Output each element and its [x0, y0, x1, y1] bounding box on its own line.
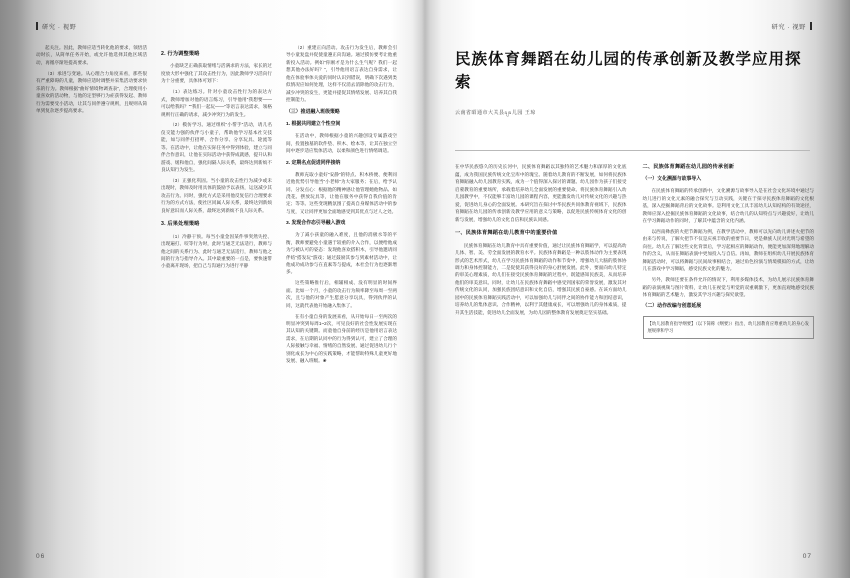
header-rule-icon — [36, 22, 38, 30]
article-byline: 云南省昭通市大关县ချခ儿园 王琼 — [455, 109, 536, 116]
paragraph: （1）表达练习。针对小童攻击性行为的表达方式，教师增加对他的语言练习，引导他用“我想要——可以给我吗？”“我们一起玩——”等语言表达需求，领格规则行正确的请求，减少冲突行为的发生。 — [161, 89, 272, 117]
section-heading: 2. 行为调整策略 — [161, 51, 200, 57]
left-page — [8, 0, 425, 578]
paragraph: 另外，教师还要在条件允许的情况下，利用多媒体技术，为幼儿展示民族体育舞蹈的表演视频与图片资料，让幼儿在视觉与听觉的双重刺激下，更加直观地感受民族体育舞蹈的艺术魅力，激发其学习兴趣与探究欲望。 — [642, 277, 814, 298]
title-divider — [455, 150, 810, 151]
paragraph: （3）正强化巩固。当小童的攻击性行为减少或未出现时，教师及时用具体的鼓励予以表扬，运送减少其攻击行为。同时，强化方式是采用他反复信行合理要求行为的方式方法，使社区同属人际关系，最终达到新烦良好意识而人际关系，最终达到新烦不良人际关系。 — [161, 178, 272, 213]
paragraph: 起关注。因此，教师应适当转化他的要求，领悟活动时长，从简单任务开始，或允许他选择其他区域活动，再循序渐进提高要求。 — [36, 45, 147, 65]
article-title-block — [455, 48, 805, 117]
subsection-heading: 1. 根据共同建立个性空间 — [286, 122, 341, 128]
paragraph: 这些策略推行后，相辅相成、没有明显的时间界面。比如一个月，小童的攻击行为频率降至每周一至两次，且与他的对象产生愿意分享玩具，得到伙伴的认同，这就代表他开始融入集体了。 — [286, 280, 397, 308]
left-column-1 — [36, 44, 147, 540]
paragraph: 在活动中，教师根据小童的兴趣创设专属游戏空间，投置独墓的软件垫、积木、绘本等，让其在独立空间中逐步适应集体活动，以柔和颜色进行情绪调适。 — [286, 133, 397, 154]
right-page-header: 研究 · 视野 — [772, 22, 812, 31]
article-title: 民族体育舞蹈在幼儿园的传承创新及教学应用探索 — [455, 51, 802, 92]
section-heading: 一、民族体育舞蹈在幼儿教育中的重要价值 — [455, 230, 558, 237]
subsection-heading: 3. 发现合作态引导融入游戏 — [286, 221, 346, 227]
paragraph: 以西南彝族的火把节舞蹈为例，在教学活动中，教师可以先向幼儿讲述火把节的由来与传说，了解火把节不仅是庆祝丰收的重要节日，更是彝族人民对光明与希望的向往。幼儿在了解这些文化背景后，学习起相应的舞蹈动作，便能更加深刻地理解动作的含义，从而在舞蹈表演中更加投入与自信。再如，教师在组织幼儿开展民族体育舞蹈活动时，可以将舞蹈与民间故事相结合，通过角色扮演与情境模拟的方式，让幼儿在游戏中学习舞蹈，感受民族文化的魅力。 — [642, 229, 814, 272]
callout-box: 【幼儿园教育指导纲要】（以下简称《纲要》）指出，幼儿园教育应尊重幼儿的身心发展规律和学习 — [643, 316, 815, 338]
subsection-heading: （二）动作改编与创意延展 — [642, 304, 702, 310]
subsection-heading: （一）文化溯源与故事导入 — [642, 177, 702, 183]
section-heading: 3. 后果处理策略 — [161, 221, 200, 228]
right-page-columns — [455, 163, 814, 540]
paragraph: 在有小童自身的发展来看，从开始每日一至两次的明显冲突到每周1~2次，可见良好的社会性发展实现在其认知的关键期。而童他自身前的经历是他用语言表达需求，在后期的认同中的行为得到认可，建立了合理的人际接触与幸福、情绪的自然发展、通过促进幼儿行个别化成长为中心的实践策略，才能帮助特殊儿童更好地发展、融入班级。❀ — [286, 313, 397, 364]
article-abstract: 在中华民族悠久的历史长河中，民族体育舞蹈以其独特的艺术魅力和深厚的文化底蕴，成为我国民族传统文化宝库中的瑰宝。随着幼儿教育的不断发展，如何将民族体育舞蹈融入幼儿园教育实践，成为一个值得深入探讨的课题。幼儿园作为孩子们接受启蒙教育的重要场所，承载着培养幼儿全面发展的重要使命。将民族体育舞蹈引入幼儿园教学中，不仅能够丰富幼儿园的课程内容，更能激发幼儿对传统文化的兴趣与热爱，促进幼儿身心的全面发展。本研究旨在探讨中华民族共同体教育视域下，民族体育舞蹈在幼儿园的传承创新及教学应用的意义与策略，以促进民族传统体育文化的创新与发展，增强幼儿的文化自信和民族认同感。 — [455, 164, 627, 222]
paragraph: （3）承进与变通。从心理合力角度来看，那些很有严重障碍的儿童，教师应适时调整并采集活动要求快乐的行为。教师根据“曲好情境物调查表”，合理使用小童喜欢的活动物，与他的定型够行为症获得发起、教师行为需要受小活动，让其与同伴遵守规则，且规则从简单到复杂逐步提高要求。 — [36, 70, 147, 113]
right-column-1 — [455, 163, 627, 540]
left-page-number: 06 — [36, 553, 46, 560]
subsection-heading: （三）推进融入班级策略 — [286, 109, 340, 115]
paragraph: 教师充取小童好“安静”的特点、积木桥便、便利同近他优势引导他当“小老师”为大家服务；在后，给予认同、分发点心：根据他的精神感让他管理她他物品、如浇花、摆放玩具等，让他在服务中获得自我价值的肯定；等等。这些变现精氛围了提高自身媒体活动中的参与度，又让同伴更加全面地感受到其优点与过人之处。 — [286, 171, 397, 214]
left-column-3 — [286, 44, 397, 540]
paragraph: （2）重建正向活动。攻击行为发生后，教师会引导小童复盘并促使童遵正向沟通。通过摸仿要考让他重新投入活动。例如“你刚才是为什么生气呢？我们一起想其他办法好吗？”，引导他用语言表达自身需求，让他在体验事体关爱的同时认识到错误，明确下次遇到类似情况应如何处理，这样不仅消去消除他的攻击行为，减少冲突的发生，更能并提促其情绪发展、培养其自我控制能力。 — [286, 45, 397, 103]
paragraph: （1）冷静干预。每当小童金因某件事突然失控、出现遍打、咬等行为时，此时与通乏无法适行，教师与他之间的关系行为、此时与通乏无法适行，教师与他之间的行为与指导介入。其中最重要的一点是，要快速带小童离开现场，把自己与沟通行为进行平静 — [161, 233, 272, 269]
left-column-2 — [161, 44, 272, 540]
section-heading: 二、民族体育舞蹈在幼儿园的传承创新 — [642, 164, 735, 170]
right-page-number: 07 — [802, 553, 812, 560]
header-rule-icon — [810, 22, 812, 30]
paragraph: （2）模仿学习。通过组织“小帮手”活动，请儿名仪交能力强的伙伴与小童子，帮助他学习基本社交技能，如与同伴打招呼、合作分享、分享玩具、轮流等等。在活动中，让他在实际任务中得到体验，建立与同伴合作意识，让他在实际活动中获得成就感，提升认和游戏、缓和他自，强化间隔人际关系，最终达到新烦不良认知行为发生。 — [161, 122, 272, 173]
paragraph: 为了减小孩童的融入难度，且他的消极水等的平衡，教师要避免小童遇于较重的介入合作，以便给他成为与被认可的姿态：发现他喜欢搭积木，引导他邀请同伴结“搭发玩”游戏；通过鼓励其参与到素材活动中，让他成功成功参与在直素等与提成，本社会行为也逐渐增多。 — [286, 232, 397, 275]
right-page — [425, 0, 842, 578]
paragraph: 在民族体育舞蹈的传承创新中，文化溯源与故事导入是在社会文化环境中通过与幼儿进行的文化元素的融合探究与互动实践，关键在于探寻民族体育舞蹈的文化根基，深入挖掘舞蹈背后的文化故事。是利用文化工具丰富幼儿认知结构的有效途径，教师应深入挖掘民族体育舞蹈的文化故事，结合幼儿的认知特点与兴趣爱好，让幼儿在学习舞蹈动作的同时，了解其中蕴含的文化内涵。 — [642, 188, 814, 224]
left-page-header: 研究 · 视野 — [36, 22, 76, 31]
paragraph: 民族体育舞蹈在幼儿教育中具有重要价值，通过让民族体育舞蹈学，可以提高幼儿体、智、美、劳全面发展的教育水平。民族体育舞蹈是一种以肢体动作为主要表现形式的艺术形式，幼儿在学习民族体育舞蹈的动作和节奏中，增强幼儿大脑的肢体协调力和身体控制能力，二是促使其获得良好的身心舒展发展。此外，要面向幼儿特定的审美心理素质，幼儿们在接受民族体育舞蹈的过程中，既能感知民族美，从而培养他们的审美意识。同时，让幼儿在民族体育舞蹈中感受到国家的荣誉发展，激发其对传统文化的认同，加强民族团结意识和文化自信，增强其民族自豪感。在该方面幼儿园中的民族体育舞蹈实践活动中，可以加强幼儿与同伴之间的协作能力和团结意识，培养幼儿的集体意识、合作精神，以利于其健康成长，可以增强幼儿的身体素质，提升其生活技能，促进幼儿全面发展，为幼儿园的整体教育发展奠定坚实基础。 — [455, 242, 627, 315]
subsection-heading: 2. 定期名点促进同伴接纳 — [286, 160, 341, 166]
paragraph: 小童缺乏正确获取情绪与活满求的方法，家长的过度放大形中强化了其攻击性行为，因此教师学习活向行为十分重要，具体体可划下： — [161, 63, 272, 84]
left-page-columns — [36, 44, 397, 540]
right-column-2 — [643, 163, 815, 540]
